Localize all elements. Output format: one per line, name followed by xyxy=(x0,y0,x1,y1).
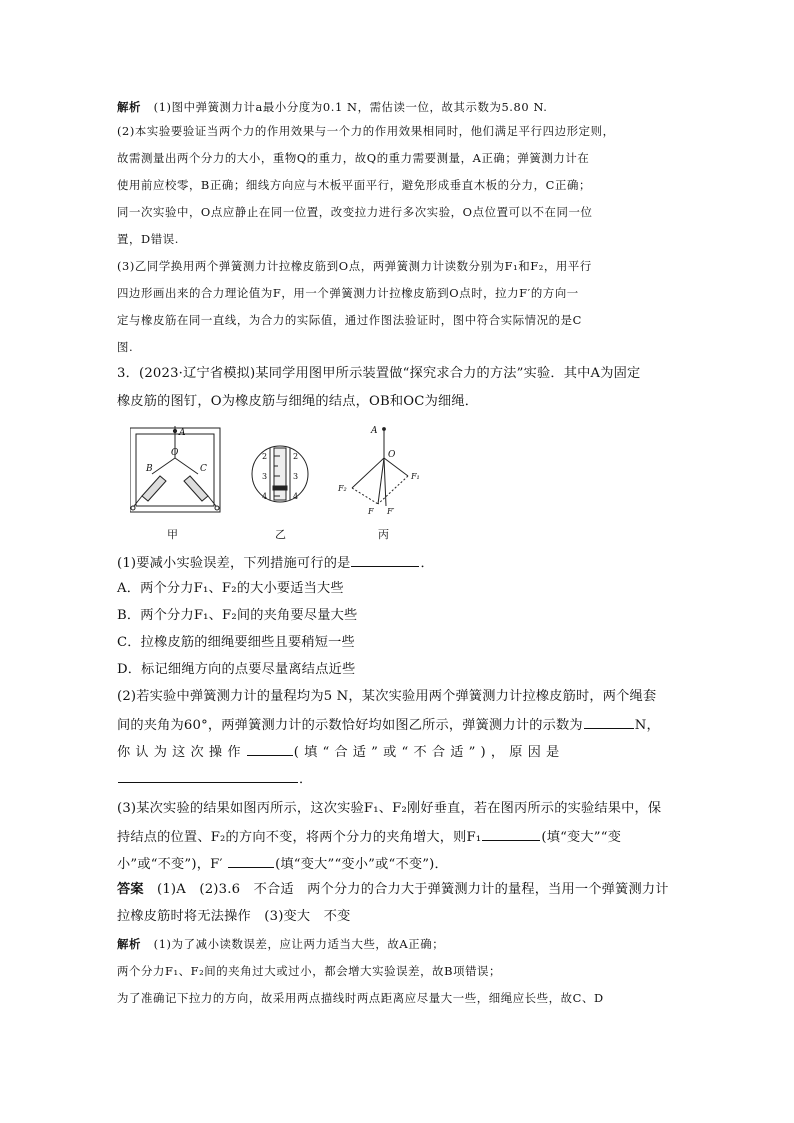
analysis1-line1 xyxy=(117,99,548,115)
analysis2-label: 解析 xyxy=(117,937,141,951)
string-oc xyxy=(175,458,198,474)
label-f1: F₁ xyxy=(411,472,420,481)
analysis1-line6: 置，D错误. xyxy=(117,232,179,246)
label-a: A xyxy=(179,428,186,438)
label-bing-a: A xyxy=(371,426,378,436)
q1-end: ． xyxy=(420,556,434,571)
analysis1-line8: 四边形画出来的合力理论值为F，用一个弹簧测力计拉橡皮筋到O点时，拉力F′的方向一 xyxy=(117,286,579,300)
label-f: F xyxy=(368,507,374,516)
question3-stem-line2: 橡皮筋的图钉，O为橡皮筋与细绳的结点，OB和OC为细绳． xyxy=(117,394,479,409)
label-fprime: F′ xyxy=(387,507,395,516)
caption-bing: 丙 xyxy=(378,528,389,541)
answer-line1 xyxy=(117,882,669,898)
figure-bing xyxy=(352,428,408,506)
figure-svg xyxy=(130,426,550,542)
q3-line2-tail: (填“变大”“变 xyxy=(541,830,622,845)
label-c: C xyxy=(200,464,207,474)
q2-suitability-blank[interactable] xyxy=(247,743,293,756)
analysis2-line2: 两个分力F₁、F₂间的夹角过大或过小，都会增大实验误差，故B项错误； xyxy=(117,964,502,978)
scale-label-2-left: 2 xyxy=(262,452,268,461)
scale-pointer xyxy=(273,486,287,490)
force-f1 xyxy=(384,458,408,476)
q2-line1: (2)若实验中弹簧测力计的量程均为5 N，某次实验用两个弹簧测力计拉橡皮筋时，两个绳套 xyxy=(117,689,657,704)
scale-label-3-right: 3 xyxy=(293,472,299,481)
q1-text: (1)要减小实验误差，下列措施可行的是 xyxy=(117,556,351,571)
scale-label-4-right: 4 xyxy=(293,492,299,501)
q3-f1-blank[interactable] xyxy=(482,828,540,841)
analysis1-line9: 定与橡皮筋在同一直线，为合力的实际值，通过作图法验证时，图中符合实际情况的是C xyxy=(117,313,582,327)
q3-line2-text: 持结点的位置、F₂的方向不变，将两个分力的夹角增大，则F₁ xyxy=(117,830,482,845)
q2-line3-tail: (填“合适”或“不合适”)，原因是 xyxy=(293,745,565,760)
q3-fprime-blank[interactable] xyxy=(228,855,274,868)
pin-a xyxy=(173,429,176,432)
caption-yi: 乙 xyxy=(275,528,286,541)
analysis1-line2: (2)本实验要验证当两个力的作用效果与一个力的作用效果相同时，他们满足平行四边形定则， xyxy=(117,124,615,138)
figure-group xyxy=(130,426,550,542)
q3-line3-text: 小”或“不变”)，F′ xyxy=(117,857,223,872)
option-d: D．标记细绳方向的点要尽量离结点近些 xyxy=(117,662,356,677)
answer-line2: 拉橡皮筋时将无法操作 (3)变大 不变 xyxy=(117,909,351,924)
caption-jia: 甲 xyxy=(167,528,178,541)
option-a: A．两个分力F₁、F₂的大小要适当大些 xyxy=(117,581,344,596)
scale-label-4-left: 4 xyxy=(262,492,268,501)
force-f xyxy=(378,458,384,504)
analysis1-text: (1)图中弹簧测力计a最小分度为0.1 N，需估读一位，故其示数为5.80 N. xyxy=(153,100,548,114)
q2-reading-blank[interactable] xyxy=(584,716,634,729)
q2-end: ． xyxy=(299,772,313,787)
analysis-label: 解析 xyxy=(117,100,141,114)
analysis2-text: (1)为了减小读数误差，应让两力适当大些，故A正确； xyxy=(153,937,445,951)
string-ob xyxy=(152,458,175,474)
q2-line2-text: 间的夹角为60°，两弹簧测力计的示数恰好均如图乙所示，弹簧测力计的示数为 xyxy=(117,718,583,733)
force-f2 xyxy=(352,458,384,488)
q2-line2 xyxy=(117,716,660,734)
q2-line3-text: 你认为这次操作 xyxy=(117,745,246,760)
analysis1-line7: (3)乙同学换用两个弹簧测力计拉橡皮筋到O点，两弹簧测力计读数分别为F₁和F₂，用平行 xyxy=(117,259,592,273)
scale-label-2-right: 2 xyxy=(293,452,299,461)
q2-line3 xyxy=(117,743,564,761)
q1-answer-blank[interactable] xyxy=(351,554,419,567)
label-bing-o: O xyxy=(388,450,396,460)
option-c: C．拉橡皮筋的细绳要细些且要稍短一些 xyxy=(117,635,355,650)
q3-line1: (3)某次实验的结果如图丙所示，这次实验F₁、F₂刚好垂直，若在图丙所示的实验结果中，保 xyxy=(117,801,662,816)
q2-line4 xyxy=(117,770,312,788)
label-o: O xyxy=(171,448,179,458)
analysis2-line3: 为了准确记下拉力的方向，故采用两点描线时两点距离应尽量大一些，细绳应长些，故C、D xyxy=(117,991,604,1005)
label-b: B xyxy=(146,464,153,474)
q2-unit: N， xyxy=(634,718,660,733)
analysis2-line1 xyxy=(117,936,444,952)
q2-reason-blank[interactable] xyxy=(118,770,298,783)
answer-text: (1)A (2)3.6 不合适 两个分力的合力大于弹簧测力计的量程，当用一个弹簧测力计 xyxy=(156,882,669,897)
figure-yi xyxy=(252,446,308,502)
answer-label: 答案 xyxy=(117,882,144,897)
analysis1-line5: 同一次实验中，O点应静止在同一位置，改变拉力进行多次实验，O点位置可以不在同一位 xyxy=(117,205,593,219)
label-f2: F₂ xyxy=(338,484,347,493)
q3-line2 xyxy=(117,828,621,846)
q3-line3 xyxy=(117,855,448,873)
analysis1-line4: 使用前应校零，B正确；细线方向应与木板平面平行，避免形成垂直木板的分力，C正确； xyxy=(117,178,591,192)
analysis1-line3: 故需测量出两个分力的大小，重物Q的重力，故Q的重力需要测量，A正确；弹簧测力计在 xyxy=(117,151,590,165)
q1-line xyxy=(117,554,434,572)
scale-label-3-left: 3 xyxy=(262,472,268,481)
question3-stem-line1: 3．(2023·辽宁省模拟)某同学用图甲所示装置做“探究求合力的方法”实验．其中A为固定 xyxy=(117,366,641,381)
analysis1-line10: 图. xyxy=(117,340,134,354)
option-b: B．两个分力F₁、F₂间的夹角要尽量大些 xyxy=(117,608,358,623)
q3-line3-tail: (填“变大”“变小”或“不变”)． xyxy=(275,857,448,872)
